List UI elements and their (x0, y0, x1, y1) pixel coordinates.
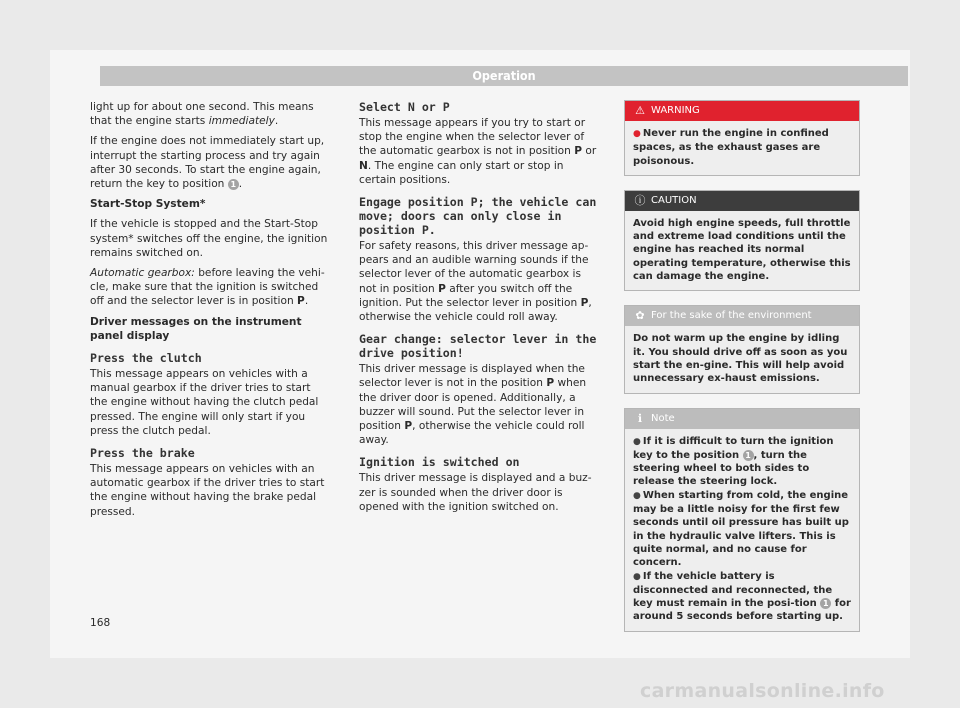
message-press-clutch: Press the clutch (90, 351, 202, 366)
position-badge: 1 (743, 450, 754, 461)
message-gear-change: Gear change: selector lever in the drive position! (359, 332, 597, 361)
paragraph: This driver message is displayed and a buz-zer is sounded when the driver door is opened with the ignition switched on. (359, 472, 592, 513)
environment-box: ✿ For the sake of the environment Do not warm up the engine by idling it. You should drive off as soon as you start the en-gine. This will help avoid unnecessary ex-haust emissions. (624, 305, 860, 393)
note-box: ℹ Note ● If it is difficult to turn the ignition key to the position 1 , turn the steering wheel to both sides to release the steering lock. ● When starting from cold, the engine may be a little noisy for the first few seconds until oil pressure has built up in the hydraulic valve lifters. This is quite normal, and no cause for concern. ● If the vehicle battery is disconnected and reconnected, the key must remain in the posi-tion 1 for around 5 seconds before starting up. (624, 408, 860, 632)
subheading-driver-messages: Driver messages on the instrument panel display (90, 315, 302, 342)
message-press-brake: Press the brake (90, 446, 195, 461)
column-left (90, 100, 328, 525)
list-item: ● Never run the engine in confined spaces, as the exhaust gases are poisonous. (633, 128, 829, 167)
list-item: ● If the vehicle battery is disconnected and reconnected, the key must remain in the posi-tion 1 for around 5 seconds before starting up. (633, 570, 851, 623)
caution-box: ⓘ CAUTION Avoid high engine speeds, full throttle and extreme load conditions until the engine has reached its normal operating temperature, otherwise this can damage the engine. (624, 190, 860, 291)
paragraph: This driver message is displayed when the selector lever is not in the position P when the driver door is opened. Additionally, a buzzer will sound. Put the selector lever in position P, otherwise the vehicle could roll away. (359, 363, 587, 447)
message-engage-p: Engage position P; the vehicle can move; doors can only close in position P. (359, 195, 597, 238)
manual-page (50, 50, 910, 658)
message-ignition-on: Ignition is switched on (359, 455, 520, 470)
subheading-start-stop: Start-Stop System* (90, 198, 206, 211)
warning-box: ⚠ WARNING ● Never run the engine in confined spaces, as the exhaust gases are poisonous. (624, 100, 860, 176)
paragraph: This message appears if you try to start or stop the engine when the selector lever of the automatic gearbox is not in position P or N. The engine can only start or stop in certain positions. (359, 117, 597, 186)
list-item: ● If it is difficult to turn the ignition key to the position 1 , turn the steering wheel to both sides to release the steering lock. (633, 435, 834, 488)
paragraph: This message appears on vehicles with an automatic gearbox if the driver tries to start the engine without having the brake pedal pressed. (90, 463, 325, 518)
list-item: ● When starting from cold, the engine may be a little noisy for the first few seconds until oil pressure has built up in the hydraulic valve lifters. This is quite normal, and no cause for concern. (633, 489, 849, 569)
column-right (624, 100, 860, 646)
paragraph: This message appears on vehicles with a manual gearbox if the driver tries to start the engine without having the clutch pedal pressed. The engine will only start if you press the clutch pedal. (90, 368, 319, 437)
paragraph: Automatic gearbox: before leaving the vehi-cle, make sure that the ignition is switched off and the selector lever is in position P. (90, 267, 325, 308)
paragraph: For safety reasons, this driver message ap-pears and an audible warning sounds if the selector lever of the automatic gearbox is not in position P after you switch off the ignition. Put the selector lever in position P, otherwise the vehicle could roll away. (359, 240, 592, 324)
caution-icon: ⓘ (634, 193, 646, 207)
position-badge: 1 (228, 179, 239, 190)
warning-icon: ⚠ (635, 104, 645, 117)
position-badge: 1 (820, 598, 831, 609)
paragraph: If the vehicle is stopped and the Start-Stop system* switches off the engine, the ignition remains switched on. (90, 218, 328, 259)
message-select-n-p: Select N or P (359, 100, 450, 114)
paragraph: If the engine does not immediately start up, interrupt the starting process and try again after 30 seconds. To start the engine again, return the key to position 1 . (90, 135, 325, 191)
watermark: carmanualsonline.info (640, 680, 885, 702)
environment-icon: ✿ (635, 309, 645, 323)
note-icon: ℹ (637, 411, 643, 425)
paragraph: light up for about one second. This means that the engine starts immediately. (90, 101, 314, 128)
page-number: 168 (90, 617, 111, 629)
column-middle (359, 100, 601, 520)
section-header: Operation (100, 66, 908, 86)
